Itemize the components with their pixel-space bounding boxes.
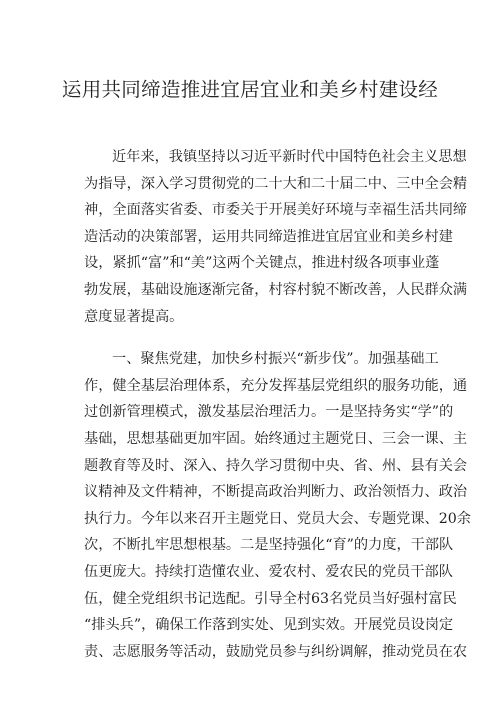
text-line: 意度显著提高。 [84, 308, 184, 325]
paragraph-intro [84, 144, 468, 330]
text-line: “排头兵”，确保工作落到实处、见到实效。开展党员设岗定 [84, 617, 454, 634]
text-line: 基础，思想基础更加牢固。始终通过主题党日、三会一课、主 [84, 430, 468, 447]
document-body [84, 144, 471, 665]
text-line: 神，全面落实省委、市委关于开展美好环境与幸福生活共同缔 [84, 202, 468, 219]
text-line: 勃发展，基础设施逐渐完备，村容村貌不断改善，人民群众满 [84, 281, 468, 298]
text-line: 伍更庞大。持续打造懂农业、爱农村、爱农民的党员干部队 [84, 563, 453, 580]
text-line: 造活动的决策部署，运用共同缔造推进宜居宜业和美乡村建 [84, 228, 453, 245]
text-line: 设，紧抓“富”和“美”这两个关键点，推进村级各项事业蓬 [84, 255, 440, 272]
text-line: 责、志愿服务等活动，鼓励党员参与纠纷调解，推动党员在农 [84, 643, 468, 660]
text-line: 近年来，我镇坚持以习近平新时代中国特色社会主义思想 [112, 149, 467, 165]
paragraph-spacer [84, 330, 424, 346]
paragraph-section-one [84, 346, 471, 665]
text-line: 一、聚焦党建，加快乡村振兴“新步伐”。加强基础工 [112, 351, 439, 368]
text-line: 次，不断扎牢思想根基。二是坚持强化“育”的力度，干部队 [84, 537, 454, 554]
text-line: 为指导，深入学习贯彻党的二十大和二十届二中、三中全会精 [84, 175, 468, 192]
text-line: 过创新管理模式，激发基层治理活力。一是坚持务实“学”的 [84, 404, 454, 421]
text-line: 题教育等及时、深入、持久学习贯彻中央、省、州、县有关会 [84, 457, 468, 474]
text-line: 伍，健全党组织书记选配。引导全村63名党员当好强村富民 [84, 590, 457, 607]
text-line: 议精神及文件精神，不断提高政治判断力、政治领悟力、政治 [84, 484, 468, 501]
text-line: 执行力。今年以来召开主题党日、党员大会、专题党课、20余 [84, 510, 471, 527]
text-line: 作，健全基层治理体系，充分发挥基层党组织的服务功能，通 [84, 377, 468, 394]
document-title: 运用共同缔造推进宜居宜业和美乡村建设经 [61, 78, 439, 101]
